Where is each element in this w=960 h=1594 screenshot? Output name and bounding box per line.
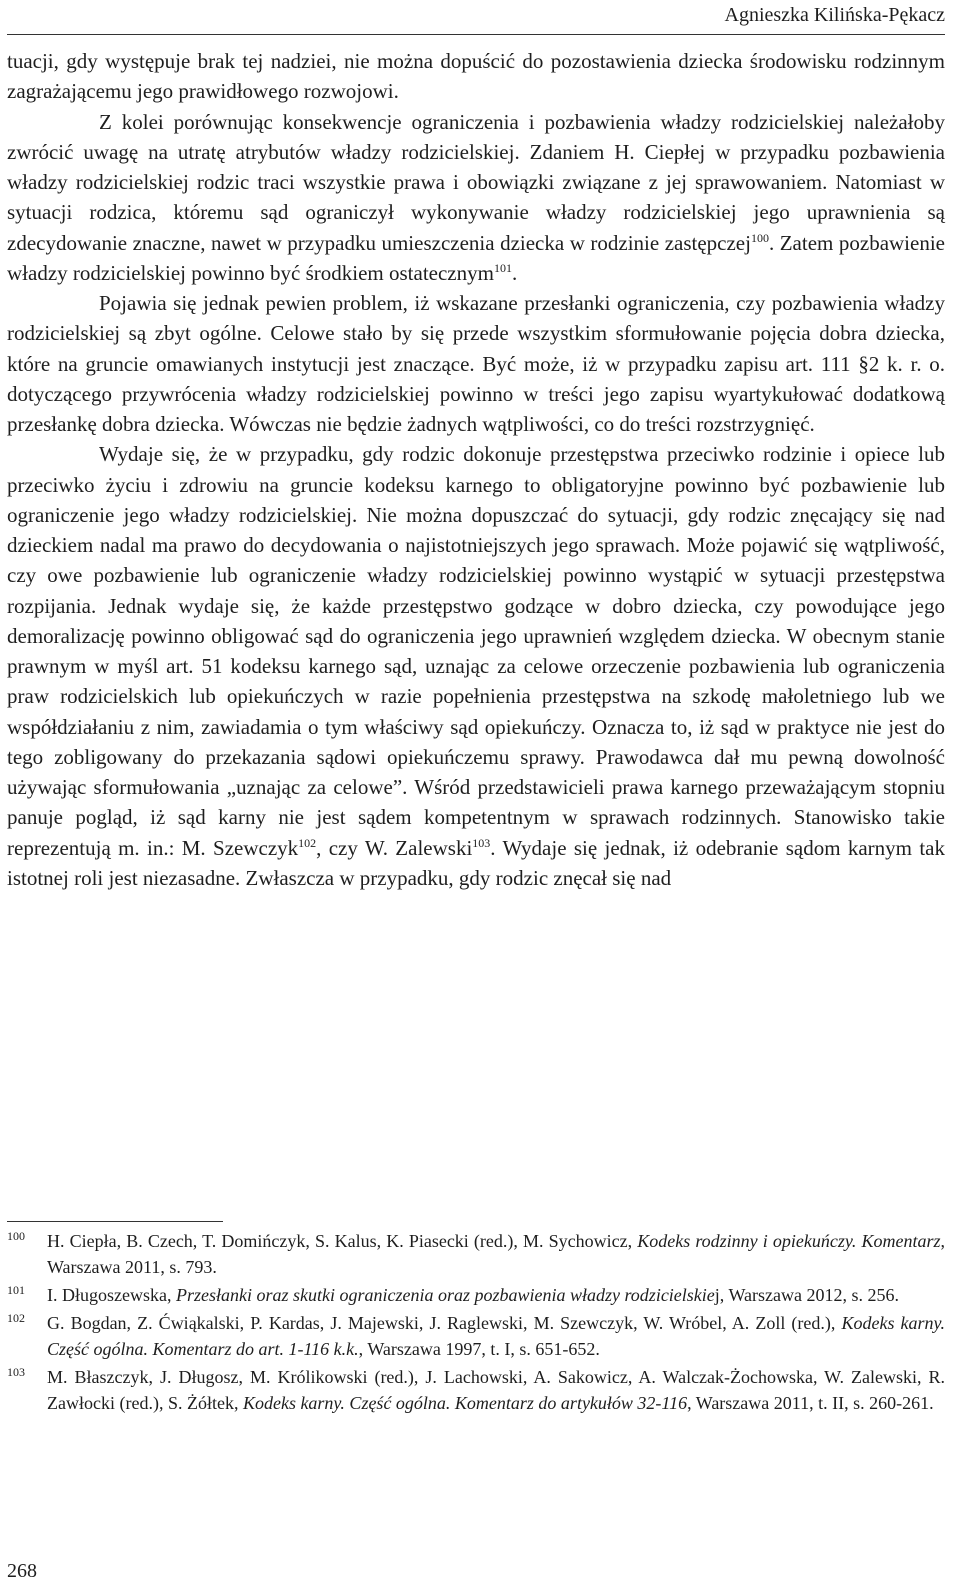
running-header — [0, 4, 945, 27]
italic-text: Kodeks rodzinny i opiekuńczy. Komentarz — [637, 1231, 941, 1251]
text-run: , Warszawa 2011, t. II, s. 260-261. — [687, 1393, 934, 1413]
footnote-reference: 101 — [493, 260, 512, 275]
paragraph — [7, 46, 945, 107]
footnote-reference: 102 — [298, 835, 317, 850]
text-run: . — [511, 260, 518, 285]
footnote-reference: 100 — [750, 230, 769, 245]
paragraph — [7, 107, 945, 289]
footnotes — [7, 1228, 945, 1418]
text-run: , czy W. Zalewski — [316, 835, 473, 860]
footnote — [7, 1282, 945, 1308]
text-run: , Warszawa 1997, t. I, s. 651-652. — [358, 1339, 600, 1359]
header-rule — [7, 34, 945, 35]
italic-text: Kodeks karny. Część ogólna. Komentarz do artykułów 32-116 — [242, 1393, 688, 1413]
footnote-number: 101 — [7, 1283, 25, 1297]
paragraph — [7, 288, 945, 439]
paragraph — [7, 439, 945, 893]
italic-text: Przesłanki oraz skutki ograniczenia oraz pozbawienia władzy rodzicielskie — [175, 1285, 715, 1305]
page-number: 268 — [7, 1560, 37, 1582]
footnote-reference: 103 — [472, 835, 491, 850]
italic-text: Kodeks karny. Część ogólna. Komentarz do art. 1-116 k.k. — [47, 1313, 945, 1359]
footnote-separator — [7, 1221, 223, 1222]
text-run: Z kolei porównując konsekwencje ograniczenia i pozbawienia władzy rodzicielskiej należałoby zwrócić uwagę na utratę atrybutów władzy rodzicielskiej. Zdaniem H. Ciepłej w przypadku pozbawienia władzy rodzicielskiej rodzic traci wszystkie prawa i obowiązki związane z jej sprawowaniem. Natomiast w sytuacji rodzica, któremu sąd ograniczył wykonywanie władzy rodzicielskiej jego uprawnienia są zdecydowanie znaczne, nawet w przypadku umieszczenia dziecka w rodzinie zastępczej — [7, 109, 945, 255]
text-run: . Wydaje się jednak, iż odebranie sądom karnym tak istotnej roli jest niezasadne. Zwłaszcza w przypadku, gdy rodzic znęcał się nad — [7, 835, 945, 890]
footnote-number: 102 — [7, 1311, 25, 1325]
text-run: H. Ciepła, B. Czech, T. Domińczyk, S. Kalus, K. Piasecki (red.), M. Sychowicz, — [47, 1231, 638, 1251]
footnote — [7, 1364, 945, 1416]
text-run: M. Błaszczyk, J. Długosz, M. Królikowski (red.), J. Lachowski, A. Sakowicz, A. Walczak-Żochowska, W. Zalewski, R. Zawłocki (red.), S. Żółtek, — [47, 1367, 945, 1413]
header-author: Agnieszka Kilińska-Pękacz — [724, 4, 945, 26]
text-run: j, Warszawa 2012, s. 256. — [714, 1285, 899, 1305]
footnote-number: 103 — [7, 1365, 25, 1379]
footnote-number: 100 — [7, 1229, 25, 1243]
footnote — [7, 1310, 945, 1362]
text-run: I. Długoszewska, — [47, 1285, 176, 1305]
footnote — [7, 1228, 945, 1280]
text-run: Pojawia się jednak pewien problem, iż wskazane przesłanki ograniczenia, czy pozbawienia władzy rodzicielskiej są zbyt ogólne. Celowe stało by się przede wszystkim sformułowanie pojęcia dobra dziecka, które na gruncie omawianych instytucji jest znaczące. Być może, iż w przypadku zapisu art. 111 §2 k. r. o. dotyczącego przywrócenia władzy rodzicielskiej powinno w treści jego zapisu wyartykułować dodatkową przesłankę dobra dziecka. Wówczas nie będzie żadnych wątpliwości, co do treści rozstrzygnięć. — [7, 291, 945, 436]
text-run: , Warszawa 2011, s. 793. — [47, 1231, 945, 1277]
text-run: G. Bogdan, Z. Ćwiąkalski, P. Kardas, J. Majewski, J. Raglewski, M. Szewczyk, W. Wróbel, A. Zoll (red.), — [47, 1313, 842, 1333]
text-run: . Zatem pozbawienie władzy rodzicielskiej powinno być środkiem ostatecznym — [7, 230, 945, 285]
text-run: tuacji, gdy występuje brak tej nadziei, nie można dopuścić do pozostawienia dziecka środowisku rodzinnym zagrażającemu jego prawidłowego rozwojowi. — [7, 49, 945, 104]
body-text — [7, 46, 945, 893]
text-run: Wydaje się, że w przypadku, gdy rodzic dokonuje przestępstwa przeciwko rodzinie i opiece lub przeciwko życiu i zdrowiu na gruncie kodeksu karnego to obligatoryjne powinno być pozbawienie lub ograniczenie jego władzy rodzicielskiej. Nie można dopuszczać do sytuacji, gdy rodzic znęcający się nad dzieckiem nadal ma prawo do decydowania o najistotniejszych jego sprawach. Może pojawić się wątpliwość, czy owe pozbawienie lub ograniczenie władzy rodzicielskiej powinno wystąpić w sytuacji przestępstwa rozpijania. Jednak wydaje się, że każde przestępstwo godzące w dobro dziecka, czy powodujące jego demoralizację powinno obligować sąd do ograniczenia jego uprawnień względem dziecka. W obecnym stanie prawnym w myśl art. 51 kodeksu karnego sąd, uznając za celowe orzeczenie pozbawienia lub ograniczenia praw rodzicielskich lub opiekuńczych w razie popełnienia przestępstwa na szkodę małoletniego lub we współdziałaniu z nim, zawiadamia o tym właściwy sąd opiekuńczy. Oznacza to, iż sąd w praktyce nie jest do tego zobligowany do przekazania sądowi opiekuńczemu sprawy. Prawodawca dał mu pewną dowolność używając sformułowania „uznając za celowe”. Wśród przedstawicieli prawa karnego przeważającym stopniu panuje pogląd, iż sąd karny nie jest sądem kompetentnym w sprawach rodzinnych. Stanowisko takie reprezentują m. in.: M. Szewczyk — [7, 442, 945, 860]
